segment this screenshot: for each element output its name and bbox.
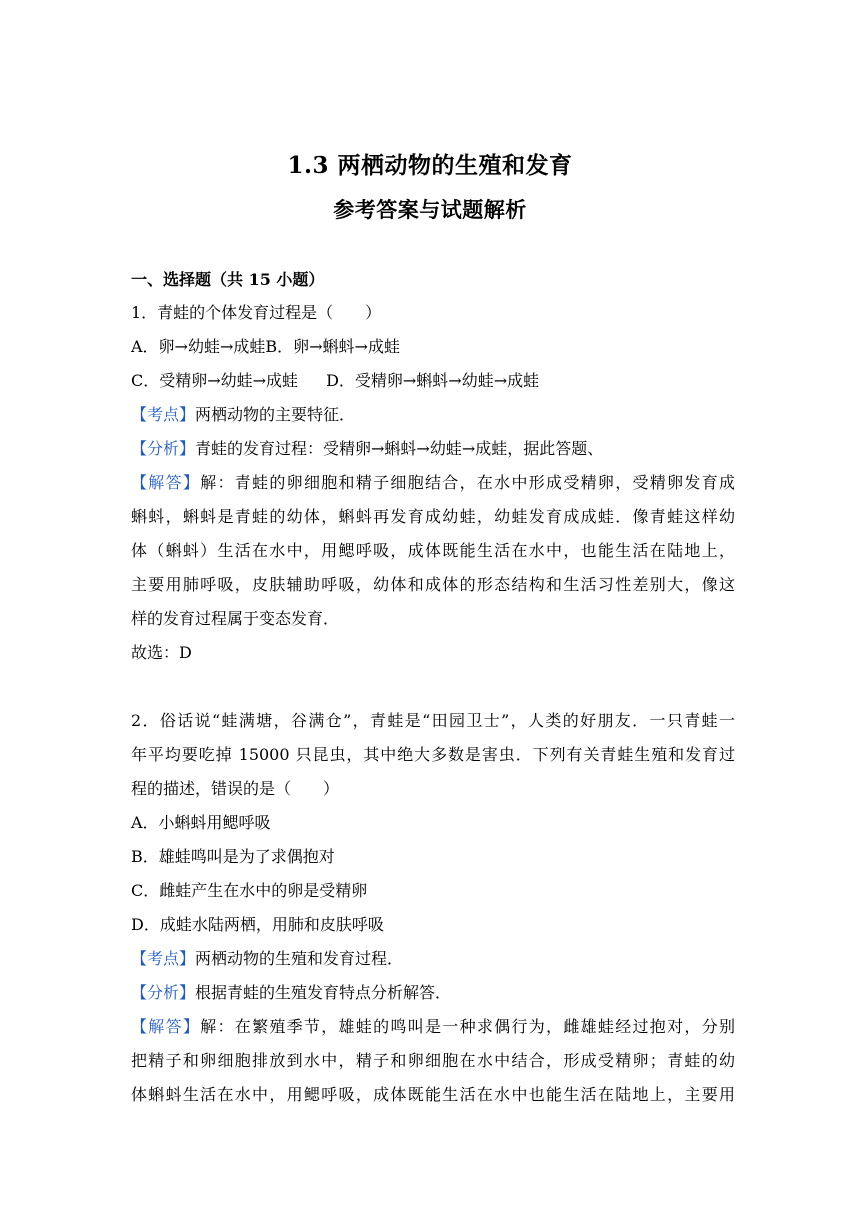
q2-jieda-line-2: 把精子和卵细胞排放到水中，精子和卵细胞在水中结合，形成受精卵；青蛙的幼: [131, 1051, 735, 1070]
q1-answer: 故选：D: [131, 643, 192, 662]
q2-option-a: A．小蝌蚪用鳃呼吸: [131, 813, 271, 832]
q2-option-c: C．雌蛙产生在水中的卵是受精卵: [131, 881, 368, 900]
jieda-tag: 【解答】: [131, 1017, 201, 1036]
fenxi-tag: 【分析】: [131, 439, 196, 458]
q2-stem-line-3: 程的描述，错误的是（ ）: [131, 779, 340, 798]
q1-options-ab: A．卵→幼蛙→成蛙B．卵→蝌蚪→成蛙: [131, 337, 400, 356]
q1-jieda-text-1: 解：青蛙的卵细胞和精子细胞结合，在水中形成受精卵，受精卵发育成: [200, 473, 735, 492]
q1-kaodian-text: 两栖动物的主要特征．: [195, 405, 356, 424]
q2-fenxi: [131, 983, 735, 1003]
q1-fenxi-text: 青蛙的发育过程：受精卵→蝌蚪→幼蛙→成蛙，据此答题、: [195, 439, 604, 458]
q2-stem-line-2: 年平均要吃掉 15000 只昆虫，其中绝大多数是害虫．下列有关青蛙生殖和发育过: [131, 745, 735, 764]
section-heading: 一、选择题（共 15 小题）: [131, 270, 325, 289]
q2-jieda-text-1: 解：在繁殖季节，雄蛙的鸣叫是一种求偶行为，雌雄蛙经过抱对，分别: [200, 1017, 735, 1036]
q1-jieda-line-1: [131, 473, 735, 493]
q2-fenxi-text: 根据青蛙的生殖发育特点分析解答．: [195, 983, 452, 1002]
page-subtitle: 参考答案与试题解析: [333, 197, 527, 222]
q2-kaodian-text: 两栖动物的生殖和发育过程．: [195, 949, 404, 968]
q1-stem: 1．青蛙的个体发育过程是（ ）: [131, 303, 382, 322]
q1-jieda-line-2: 蝌蚪，蝌蚪是青蛙的幼体，蝌蚪再发育成幼蛙，幼蛙发育成成蛙．像青蛙这样幼: [131, 507, 735, 526]
kaodian-tag: 【考点】: [131, 405, 196, 424]
q1-jieda-line-5: 样的发育过程属于变态发育．: [131, 609, 340, 628]
q2-kaodian: [131, 949, 735, 969]
q1-kaodian: [131, 405, 735, 425]
q2-jieda-line-1: [131, 1017, 735, 1037]
jieda-tag: 【解答】: [131, 473, 201, 492]
q2-jieda-line-3: 体蝌蚪生活在水中，用鳃呼吸，成体既能生活在水中也能生活在陆地上，主要用: [131, 1085, 735, 1104]
page-title: 1.3 两栖动物的生殖和发育: [287, 152, 573, 179]
q1-options-cd: [131, 371, 735, 391]
q1-jieda-line-3: 体（蝌蚪）生活在水中，用鳃呼吸，成体既能生活在水中，也能生活在陆地上，: [131, 541, 735, 560]
q1-option-d: D．受精卵→蝌蚪→幼蛙→成蛙: [326, 371, 540, 390]
q2-stem-line-1: 2．俗话说“蛙满塘，谷满仓”，青蛙是“田园卫士”，人类的好朋友．一只青蛙一: [131, 711, 735, 730]
fenxi-tag: 【分析】: [131, 983, 196, 1002]
q1-jieda-line-4: 主要用肺呼吸，皮肤辅助呼吸，幼体和成体的形态结构和生活习性差别大，像这: [131, 575, 735, 594]
kaodian-tag: 【考点】: [131, 949, 196, 968]
q2-option-d: D．成蛙水陆两栖，用肺和皮肤呼吸: [131, 915, 384, 934]
q1-option-c: C．受精卵→幼蛙→成蛙: [131, 371, 299, 390]
q1-fenxi: [131, 439, 735, 459]
q2-option-b: B．雄蛙鸣叫是为了求偶抱对: [131, 847, 335, 866]
